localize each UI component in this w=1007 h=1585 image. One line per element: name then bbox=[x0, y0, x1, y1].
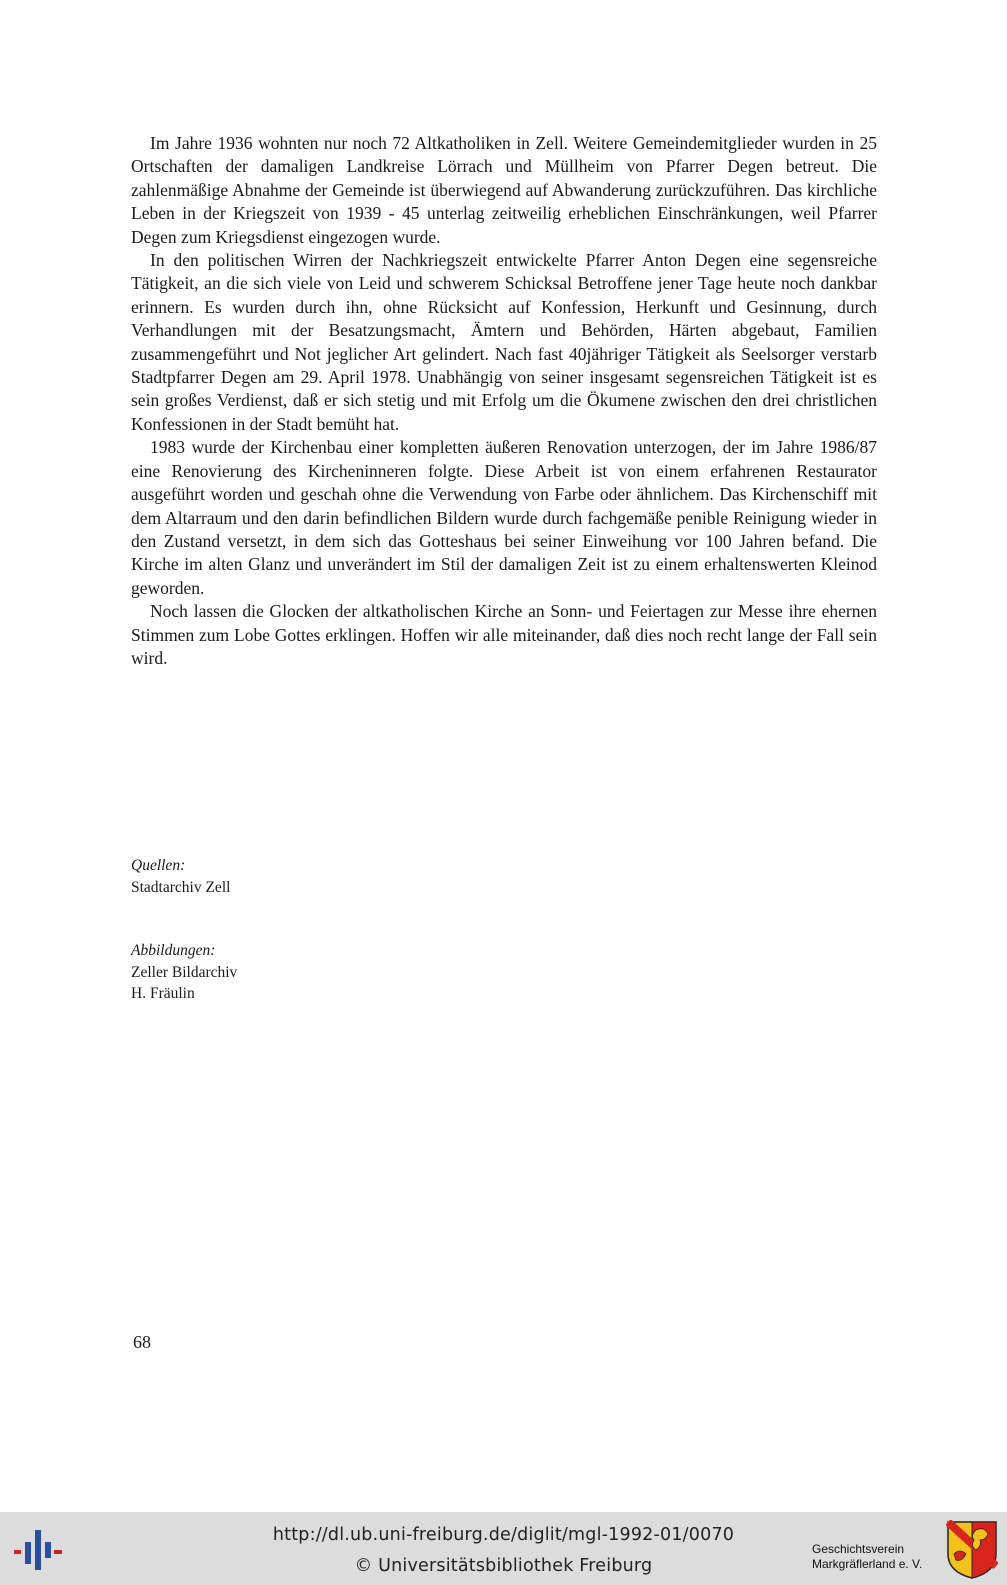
illustration-item: Zeller Bildarchiv bbox=[131, 963, 238, 981]
society-name bbox=[812, 1542, 942, 1572]
illustrations-section bbox=[131, 940, 237, 1005]
source-item: Stadtarchiv Zell bbox=[131, 878, 231, 896]
paragraph: Noch lassen die Glocken der altkatholischen Kirche an Sonn- und Feiertagen zur Messe ihre ehernen Stimmen zum Lobe Gottes erklingen. Hoffen wir alle miteinander, daß dies noch recht lange der Fall sein wird. bbox=[131, 601, 877, 668]
copyright-notice: © Universitätsbibliothek Freiburg bbox=[354, 1556, 653, 1576]
paragraph: 1983 wurde der Kirchenbau einer kompletten äußeren Renovation unterzogen, der im Jahre 1986/87 eine Renovierung des Kircheninneren folgte. Diese Arbeit ist von einem erfahrenen Restaurator ausgeführt worden und geschah ohne die Verwendung von Farbe oder ähnlichem. Das Kirchenschiff mit dem Altarraum und den darin befindlichen Bildern wurde durch fachgemäße penible Reinigung wieder in den Zustand versetzt, in dem sich das Gotteshaus bei seiner Einweihung vor 100 Jahren befand. Die Kirche im alten Glanz und unverändert im Stil der damaligen Zeit ist zu einem erhaltenswerten Kleinod geworden. bbox=[131, 437, 877, 598]
coat-of-arms-icon bbox=[946, 1520, 998, 1580]
paragraph: Im Jahre 1936 wohnten nur noch 72 Altkatholiken in Zell. Weitere Gemeindemitglieder wurden in 25 Ortschaften der damaligen Landkreise Lörrach und Müllheim von Pfarrer Degen betreut. Die zahlenmäßige Abnahme der Gemeinde ist überwiegend auf Abwanderung zurückzuführen. Das kirchliche Leben in der Kriegszeit von 1939 - 45 unterlag zeitweilig erheblichen Einschränkungen, weil Pfarrer Degen zum Kriegsdienst eingezogen wurde. bbox=[131, 133, 877, 247]
illustration-item: H. Fräulin bbox=[131, 985, 195, 1002]
article-body bbox=[131, 132, 877, 670]
page-number: 68 bbox=[133, 1332, 151, 1352]
sources-section bbox=[131, 855, 230, 898]
paragraph: In den politischen Wirren der Nachkriegszeit entwickelte Pfarrer Anton Degen eine segensreiche Tätigkeit, an die sich viele von Leid und schwerem Schicksal Betroffene jener Tage heute noch dankbar erinnern. Es wurden durch ihn, ohne Rücksicht auf Konfession, Herkunft und Gesinnung, durch Verhandlungen mit der Besatzungsmacht, Ämtern und Behörden, Härten abgebaut, Familien zusammengeführt und Not jeglicher Art gelindert. Nach fast 40jähriger Tätigkeit als Seelsorger verstarb Stadtpfarrer Degen am 29. April 1978. Unabhängig von seiner insgesamt segensreichen Tätigkeit ist es sein großes Verdienst, daß er sich stetig und mit Erfolg um die Ökumene zwischen den drei christlichen Konfessionen in der Stadt bemüht hat. bbox=[131, 250, 877, 434]
society-line: Markgräflerland e. V. bbox=[812, 1557, 923, 1571]
sources-heading: Quellen: bbox=[131, 857, 186, 874]
permalink-url[interactable]: http://dl.ub.uni-freiburg.de/diglit/mgl-1992-01/0070 bbox=[272, 1525, 735, 1545]
society-line: Geschichtsverein bbox=[812, 1542, 905, 1556]
footer-bar bbox=[0, 1512, 1007, 1585]
illustrations-heading: Abbildungen: bbox=[131, 942, 216, 959]
